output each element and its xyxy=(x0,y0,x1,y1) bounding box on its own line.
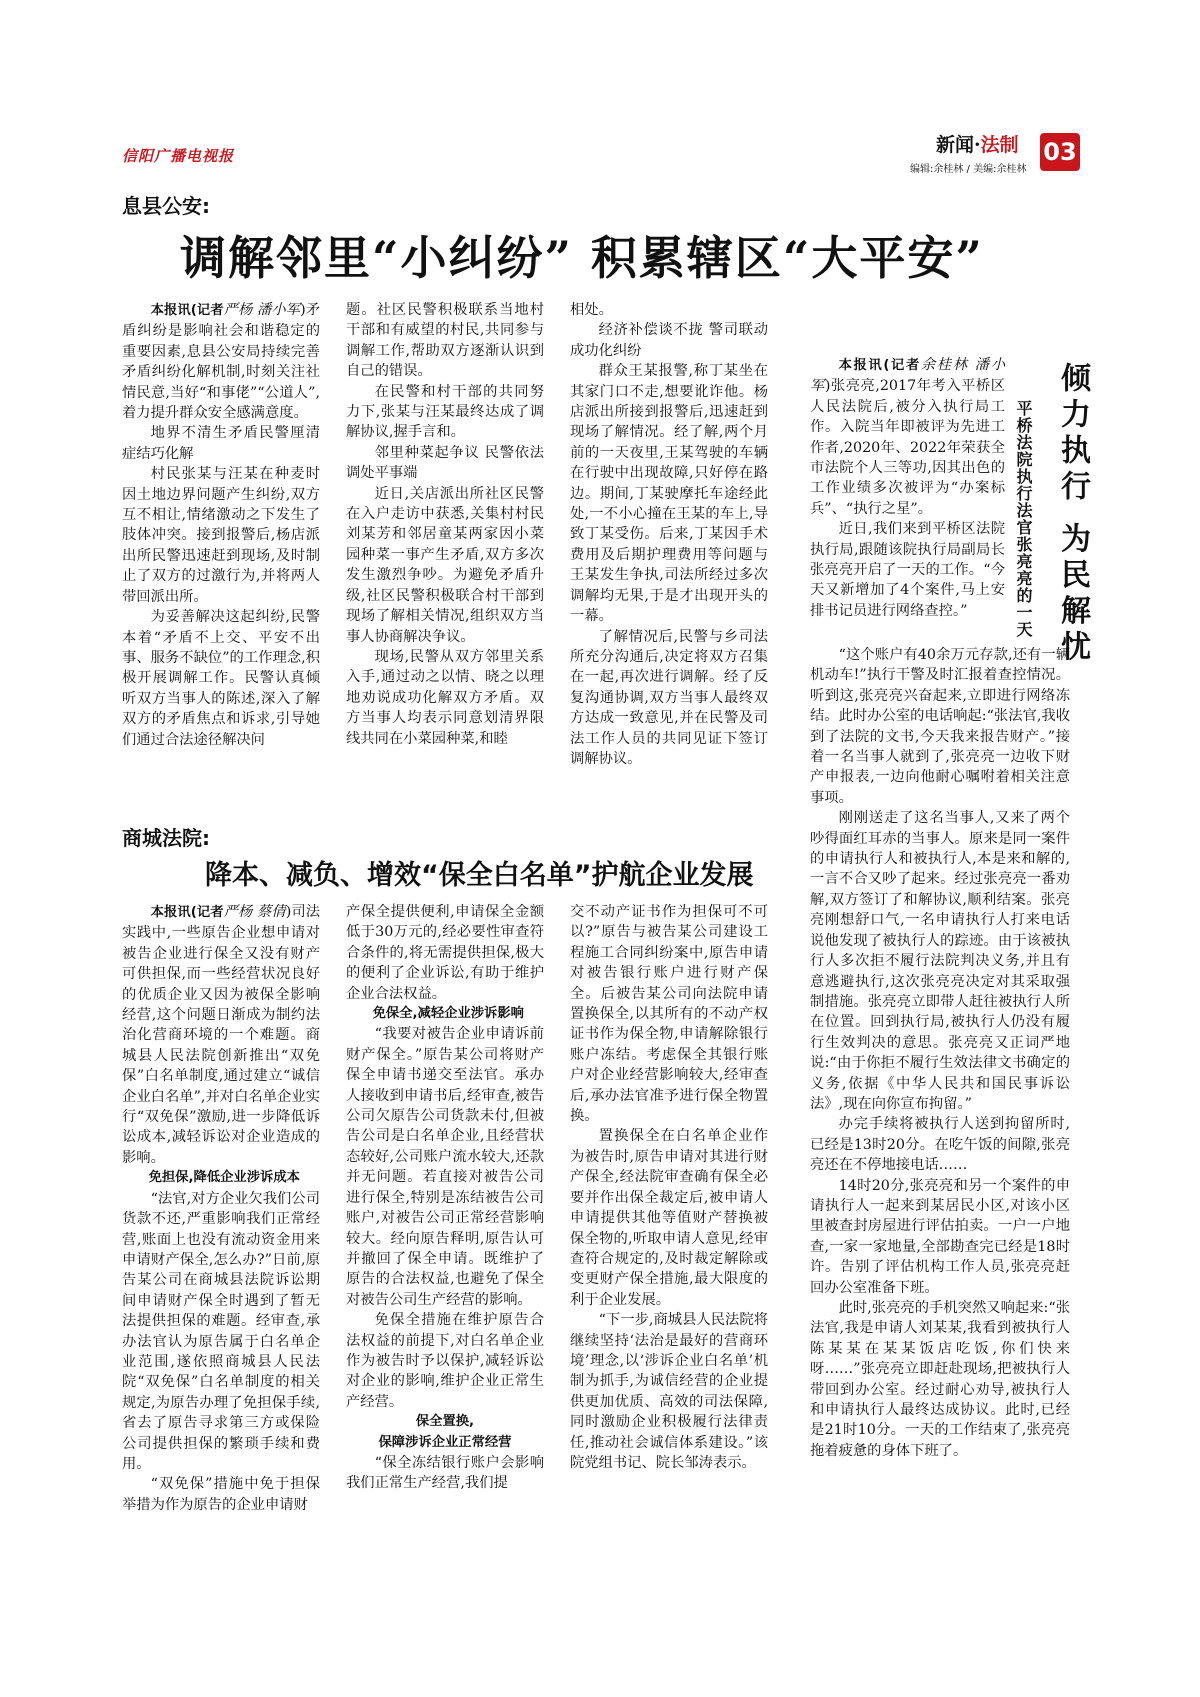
article2-column-2 xyxy=(346,902,544,1617)
paragraph: 办完手续将被执行人送到拘留所时,已经是13时20分。在吃午饭的间隙,张亮亮还在不停地接电话…… xyxy=(810,1116,1070,1174)
article2-headline: 降本、减负、增效“保全白名单”护航企业发展 xyxy=(205,860,754,891)
reporter-names: 严杨 潘小军 xyxy=(223,302,301,318)
subheading: 免保全,减轻企业涉诉影响 xyxy=(372,1006,524,1022)
lead-label: 本报讯(记者 xyxy=(150,905,224,920)
paragraph: 群众王某报警,称丁某坐在其家门口不走,想要讹诈他。杨店派出所接到报警后,迅速赶到现场了解情况。经了解,两个月前的一天夜里,王某驾驶的车辆在行驶中出现故障,只好停在路边。期间,丁某驶摩托车途经此处,一不小心撞在王某的车上,导致丁某受伤。后来,丁某因手术费用及后期护理费用等问题与王某发生争执,司法所经过多次调解均无果,于是才出现开头的一幕。 xyxy=(570,363,768,625)
subheading: 经济补偿谈不拢 警司联动成功化纠纷 xyxy=(570,322,768,359)
paragraph: 近日,关店派出所社区民警在入户走访中获悉,关集村村民刘某芳和邻居童某两家因小菜园种菜一事产生矛盾,双方多次发生激烈争吵。为避免矛盾升级,社区民警积极联合村干部到现场了解相关情况,组织双方当事人协商解决争议。 xyxy=(346,485,544,645)
lead-label: 本报讯(记者 xyxy=(150,303,224,318)
article3-title: 倾力执行 为民解忧 xyxy=(1055,362,1090,667)
paragraph: 刚刚送走了这名当事人,又来了两个吵得面红耳赤的当事人。原来是同一案件的申请执行人和被执行人,本是来和解的,一言不合又吵了起来。经过张亮亮一番劝解,双方签订了和解协议,顺利结案。张亮亮刚想舒口气,一名申请执行人打来电话说他发现了被执行人的踪迹。由于该被执行人多次拒不履行法院判决义务,并且有意逃避执行,这次张亮亮决定对其采取强制措施。张亮亮立即带人赶往被执行人所在位置。回到执行局,被执行人仍没有履行生效判决的意思。张亮亮又正词严地说:“由于你拒不履行生效法律文书确定的义务,依据《中华人民共和国民事诉讼法》,现在向你宣布拘留。” xyxy=(810,810,1070,1112)
article2-column-3 xyxy=(570,902,768,1617)
subheading: 免担保,降低企业涉诉成本 xyxy=(148,1170,300,1186)
paragraph: “双免保”措施中免于担保举措为作为原告的企业申请财 xyxy=(122,1476,320,1513)
reporter-names: 余桂林 潘小军 xyxy=(810,357,1005,395)
paragraph: 村民张某与汪某在种麦时因土地边界问题产生纠纷,双方互不相让,情绪激动之下发生了肢体冲突。接到报警后,杨店派出所民警迅速赶到现场,及时制止了双方的过激行为,并将两人带回派出所。 xyxy=(122,466,320,605)
reporter-names: 严杨 蔡倩 xyxy=(223,904,286,920)
section-label: 法制 xyxy=(980,134,1019,156)
article3-lower-column xyxy=(810,645,1070,1617)
paragraph: “我要对被告企业申请诉前财产保全。”原告某公司将财产保全申请书递交至法官。承办人接收到申请书后,经审查,被告公司欠原告公司货款未付,但被告公司是白名单企业,且经营状态较好,公司账户流水较大,还款并无问题。若直接对被告公司进行保全,特别是冻结被告公司账户,对被告公司正常经营影响较大。经向原告释明,原告认可并撤回了保全申请。既维护了原告的合法权益,也避免了保全对被告公司生产经营的影响。 xyxy=(346,1026,544,1308)
subheading: 保全置换, xyxy=(415,1414,475,1430)
lead-label: 本报讯(记者 xyxy=(838,358,921,373)
paragraph: 了解情况后,民警与乡司法所充分沟通后,决定将双方召集在一起,再次进行调解。经了反复沟通协调,双方当事人最终双方达成一致意见,并在民警及司法工作人员的共同见证下签订调解协议。 xyxy=(570,628,768,767)
page-number-badge: 03 xyxy=(1040,133,1080,171)
subheading: 地界不清生矛盾民警厘清症结巧化解 xyxy=(122,425,320,462)
article3-upper-column xyxy=(810,355,1005,645)
paragraph: “下一步,商城县人民法院将继续坚持‘法治是最好的营商环境’理念,以‘涉诉企业白名单’机制为抓手,为诚信经营的企业提供更加优质、高效的司法保障,同时激励企业积极履行法律责任,推动社会诚信体系建设。”该院党组书记、院长邹涛表示。 xyxy=(570,1312,768,1471)
paragraph: 置换保全在白名单企业作为被告时,原告申请对其进行财产保全,经法院审查确有保全必要并作出保全裁定后,被申请人申请提供其他等值财产替换被保全物的,听取申请人意见,经审查符合规定的,及时裁定解除或变更财产保全措施,最大限度的利于企业发展。 xyxy=(570,1128,768,1308)
paragraph: 14时20分,张亮亮和另一个案件的申请执行人一起来到某居民小区,对该小区里被查封房屋进行评估拍卖。一户一户地查,一家一家地量,全部勘查完已经是18时许。告别了评估机构工作人员,张亮亮赶回办公室准备下班。 xyxy=(810,1177,1070,1296)
subheading: 保障涉诉企业正常经营 xyxy=(378,1434,512,1450)
lead-text: )张亮亮,2017年考入平桥区人民法院后,被分入执行局工作。入院当年即被评为先进工作者,2020年、2022年荣获全市法院个人三等功,因其出色的工作业绩多次被评为“办案标兵”、“执行之星”。 xyxy=(810,378,1005,517)
paragraph: 产保全提供便利,申请保全金额低于30万元的,经必要性审查符合条件的,将无需提供担保,极大的便利了企业诉讼,有助于维护企业合法权益。 xyxy=(346,904,544,1002)
article2-column-1 xyxy=(122,902,320,1617)
article1-lead xyxy=(122,300,320,423)
paragraph: “法官,对方企业欠我们公司货款不还,严重影响我们正常经营,账面上也没有流动资金用来申请财产保全,怎么办?”日前,原告某公司在商城县法院诉讼期间申请财产保全时遇到了暂无法提供担保的难题。经审查,承办法官认为原告属于白名单企业范围,遂依照商城县人民法院“双免保”白名单制度的相关规定,为原告办理了免担保手续,省去了原告寻求第三方或保险公司提供担保的繁琐手续和费用。 xyxy=(122,1190,320,1472)
article1-column-3 xyxy=(570,300,768,840)
newspaper-brand: 信阳广播电视报 xyxy=(122,147,235,165)
article2-lead xyxy=(122,902,320,1168)
article2-kicker: 商城法院: xyxy=(122,826,210,850)
editors-line: 编辑:余桂林 / 美编:余桂林 xyxy=(910,164,1027,175)
article3-subtitle: 平桥法院执行法官张亮亮的一天 xyxy=(1014,400,1033,638)
paragraph: 免保全措施在维护原告合法权益的前提下,对白名单企业作为被告时予以保护,减轻诉讼对企业的影响,维护企业正常生产经营。 xyxy=(346,1312,544,1410)
paragraph: 在民警和村干部的共同努力下,张某与汪某最终达成了调解协议,握手言和。 xyxy=(346,383,544,441)
paragraph: “保全冻结银行账户会影响我们正常生产经营,我们提 xyxy=(346,1454,544,1492)
paragraph: 交不动产证书作为担保可不可以?”原告与被告某公司建设工程施工合同纠纷案中,原告申请对被告银行账户进行财产保全。后被告某公司向法院申请置换保全,以其所有的不动产权证书作为保全物,申请解除银行账户冻结。考虑保全其银行账户对企业经营影响较大,经审查后,承办法官准予进行保全物置换。 xyxy=(570,904,768,1125)
article1-kicker: 息县公安: xyxy=(122,194,210,218)
paragraph: 相处。 xyxy=(570,302,613,318)
article1-headline: 调解邻里“小纠纷” 积累辖区“大平安” xyxy=(180,231,984,285)
article1-column-1 xyxy=(122,300,320,840)
subheading: 邻里种菜起争议 民警依法调处平事端 xyxy=(346,444,544,482)
article1-column-2 xyxy=(346,300,544,840)
paragraph: 现场,民警从双方邻里关系入手,通过动之以情、晓之以理地劝说成功化解双方矛盾。双方当事人均表示同意划清界限线共同在小菜园种菜,和睦 xyxy=(346,648,544,747)
paragraph: 题。社区民警积极联系当地村干部和有威望的村民,共同参与调解工作,帮助双方逐渐认识到自己的错误。 xyxy=(346,302,544,380)
paragraph: 为妥善解决这起纠纷,民警本着“矛盾不上交、平安不出事、服务不缺位”的工作理念,积极开展调解工作。民警认真倾听双方当事人的陈述,深入了解双方的矛盾焦点和诉求,引导她们通过合法途径解决问 xyxy=(122,609,320,748)
paragraph: 近日,我们来到平桥区法院执行局,跟随该院执行局副局长张亮亮开启了一天的工作。“今天又新增加了4个案件,马上安排书记员进行网络查控。” xyxy=(810,521,1005,619)
paragraph: “这个账户有40余万元存款,还有一辆机动车!”执行干警及时汇报着查控情况。听到这,张亮亮兴奋起来,立即进行网络冻结。此时办公室的电话响起:“张法官,我收到了法院的文书,今天我来报告财产。”接着一名当事人就到了,张亮亮一边收下财产申报表,一边向他耐心嘱咐着相关注意事项。 xyxy=(810,647,1070,806)
lead-text: )矛盾纠纷是影响社会和谐稳定的重要因素,息县公安局持续完善矛盾纠纷化解机制,时刻关注社情民意,当好“和事佬”“公道人”,着力提升群众安全感满意度。 xyxy=(122,302,320,422)
article3-lead xyxy=(810,355,1005,519)
lead-text: )司法实践中,一些原告企业想申请对被告企业进行保全又没有财产可供担保,而一些经营状况良好的优质企业又因为被保全影响经营,这个问题日渐成为制约法治化营商环境的一个难题。商城县人民法院创新推出“双免保”白名单制度,通过建立“诚信企业白名单”,并对白名单企业实行“双免保”激励,进一步降低诉讼成本,减轻诉讼对企业造成的影响。 xyxy=(122,904,320,1166)
section-prefix: 新闻· xyxy=(936,134,981,156)
section-name xyxy=(936,130,1019,157)
paragraph: 此时,张亮亮的手机突然又响起来:“张法官,我是申请人刘某某,我看到被执行人陈某某在某某饭店吃饭,你们快来呀……”张亮亮立即赶赴现场,把被执行人带回到办公室。经过耐心劝导,被执行人和申请执行人最终达成协议。此时,已经是21时10分。一天的工作结束了,张亮亮拖着疲惫的身体下班了。 xyxy=(810,1300,1070,1459)
